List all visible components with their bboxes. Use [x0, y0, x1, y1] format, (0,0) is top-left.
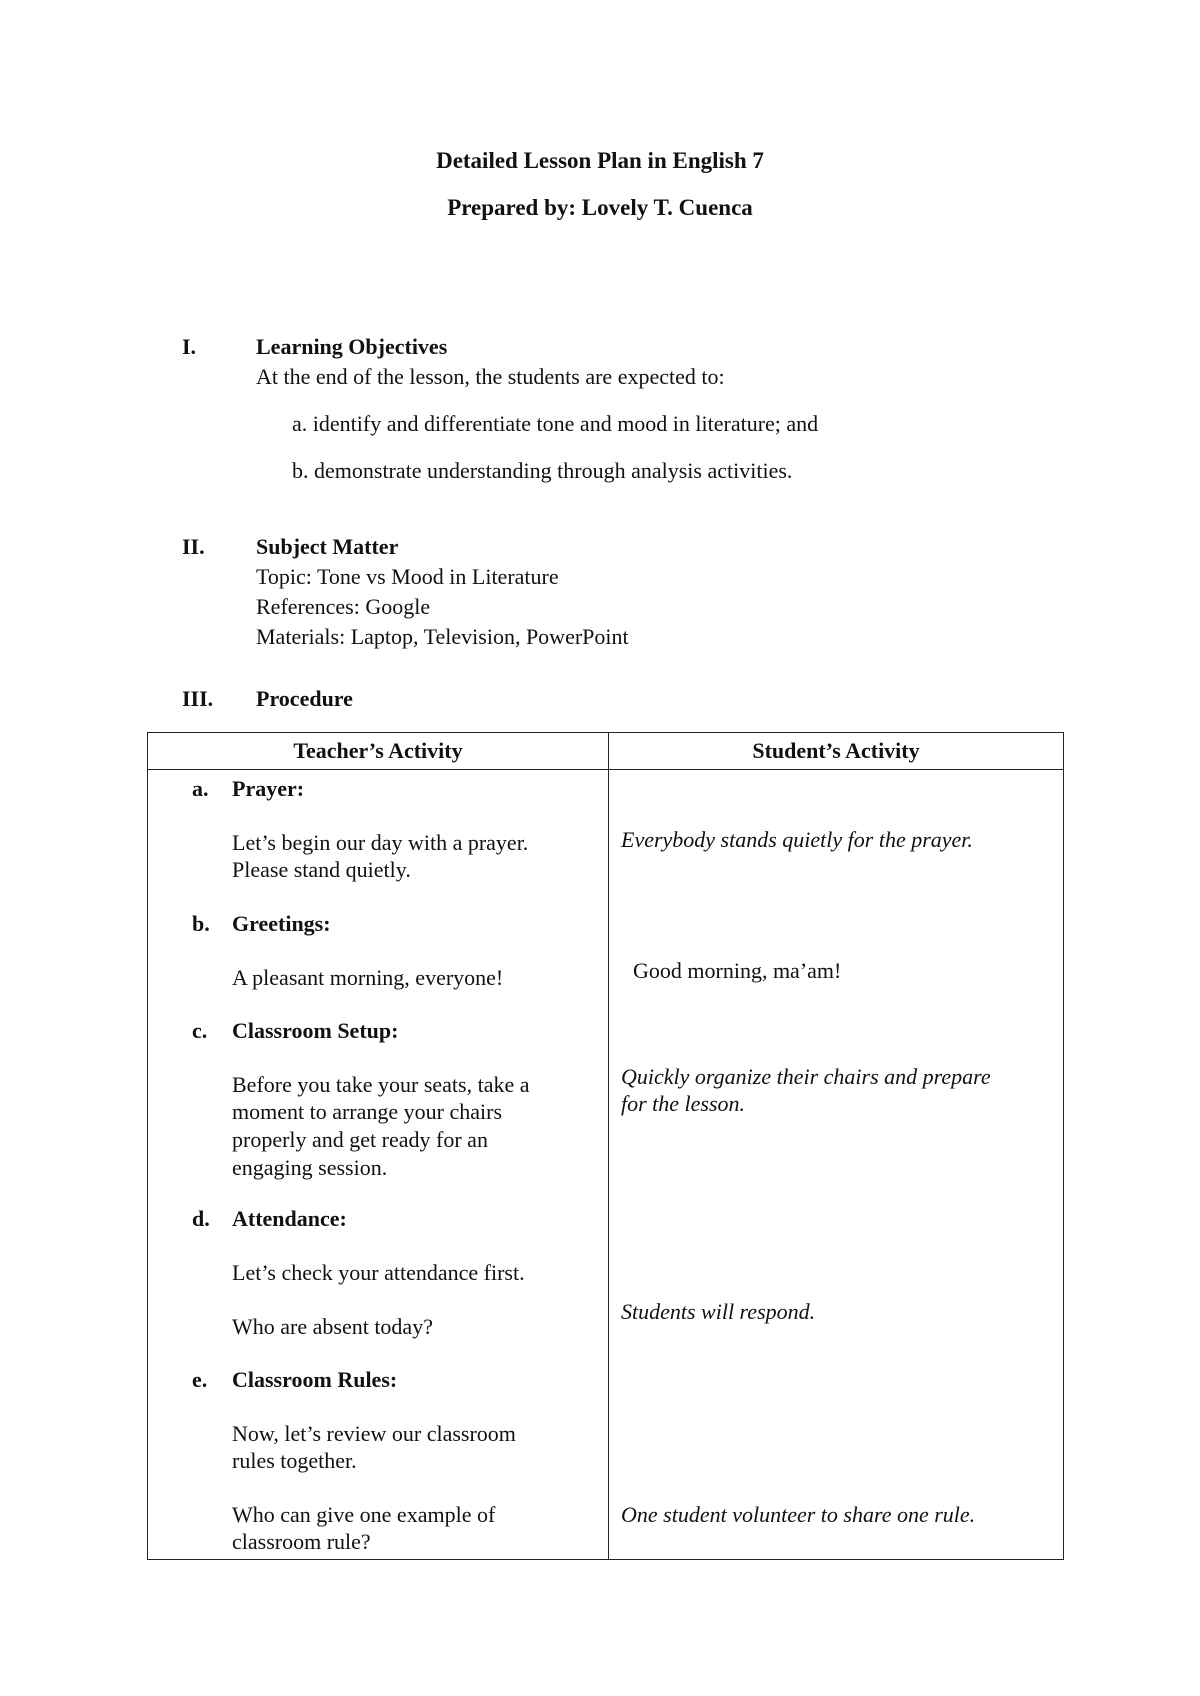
- subject-materials: Materials: Laptop, Television, PowerPoint: [256, 624, 629, 649]
- student-activity-header: Student’s Activity: [609, 733, 1064, 770]
- step-b-heading: Greetings:: [232, 911, 331, 936]
- step-c-heading: Classroom Setup:: [232, 1018, 399, 1043]
- section-3-numeral: III.: [182, 686, 214, 711]
- section-3-title: Procedure: [256, 686, 353, 711]
- student-response-attendance: Students will respond.: [621, 1299, 816, 1324]
- procedure-table: [147, 732, 1064, 1560]
- document-title: Detailed Lesson Plan in English 7: [436, 148, 764, 173]
- step-e-line-2: rules together.: [232, 1448, 357, 1473]
- objectives-intro: At the end of the lesson, the students are expected to:: [256, 364, 725, 389]
- step-a-heading: Prayer:: [232, 776, 305, 801]
- teacher-activity-header: Teacher’s Activity: [148, 733, 609, 770]
- student-response-setup-line-2: for the lesson.: [621, 1091, 746, 1116]
- step-b-line-1: A pleasant morning, everyone!: [232, 965, 504, 990]
- step-d-line-1: Let’s check your attendance first.: [232, 1260, 525, 1285]
- step-e-label: e.: [192, 1367, 208, 1392]
- step-c-line-1: Before you take your seats, take a: [232, 1072, 530, 1097]
- step-d-label: d.: [192, 1206, 210, 1231]
- objective-b: b. demonstrate understanding through analysis activities.: [292, 458, 793, 483]
- step-c-line-4: engaging session.: [232, 1155, 388, 1180]
- section-1-numeral: I.: [182, 334, 197, 359]
- student-response-prayer: Everybody stands quietly for the prayer.: [621, 827, 973, 852]
- section-2-numeral: II.: [182, 534, 205, 559]
- step-d-heading: Attendance:: [232, 1206, 347, 1231]
- step-a-label: a.: [192, 776, 209, 801]
- subject-topic: Topic: Tone vs Mood in Literature: [256, 564, 559, 589]
- section-2-title: Subject Matter: [256, 534, 399, 559]
- student-response-greeting: Good morning, ma’am!: [633, 958, 842, 983]
- step-d-line-2: Who are absent today?: [232, 1314, 433, 1339]
- table-body-row: [148, 770, 1064, 1560]
- step-e-line-4: classroom rule?: [232, 1529, 371, 1554]
- step-e-heading: Classroom Rules:: [232, 1367, 398, 1392]
- step-e-line-3: Who can give one example of: [232, 1502, 496, 1527]
- step-c-line-3: properly and get ready for an: [232, 1127, 488, 1152]
- prepared-by: Prepared by: Lovely T. Cuenca: [447, 195, 753, 220]
- teacher-activity-cell: [148, 770, 609, 1560]
- step-a-line-1: Let’s begin our day with a prayer.: [232, 830, 529, 855]
- subject-references: References: Google: [256, 594, 431, 619]
- step-e-line-1: Now, let’s review our classroom: [232, 1421, 516, 1446]
- step-c-label: c.: [192, 1018, 208, 1043]
- step-c-line-2: moment to arrange your chairs: [232, 1099, 503, 1124]
- section-1-title: Learning Objectives: [256, 334, 448, 359]
- step-b-label: b.: [192, 911, 210, 936]
- table-header-row: [148, 733, 1064, 770]
- student-response-setup-line-1: Quickly organize their chairs and prepare: [621, 1064, 991, 1089]
- step-a-line-2: Please stand quietly.: [232, 857, 411, 882]
- student-response-rules: One student volunteer to share one rule.: [621, 1502, 976, 1527]
- student-activity-cell: [609, 770, 1064, 1560]
- objective-a: a. identify and differentiate tone and mood in literature; and: [292, 411, 819, 436]
